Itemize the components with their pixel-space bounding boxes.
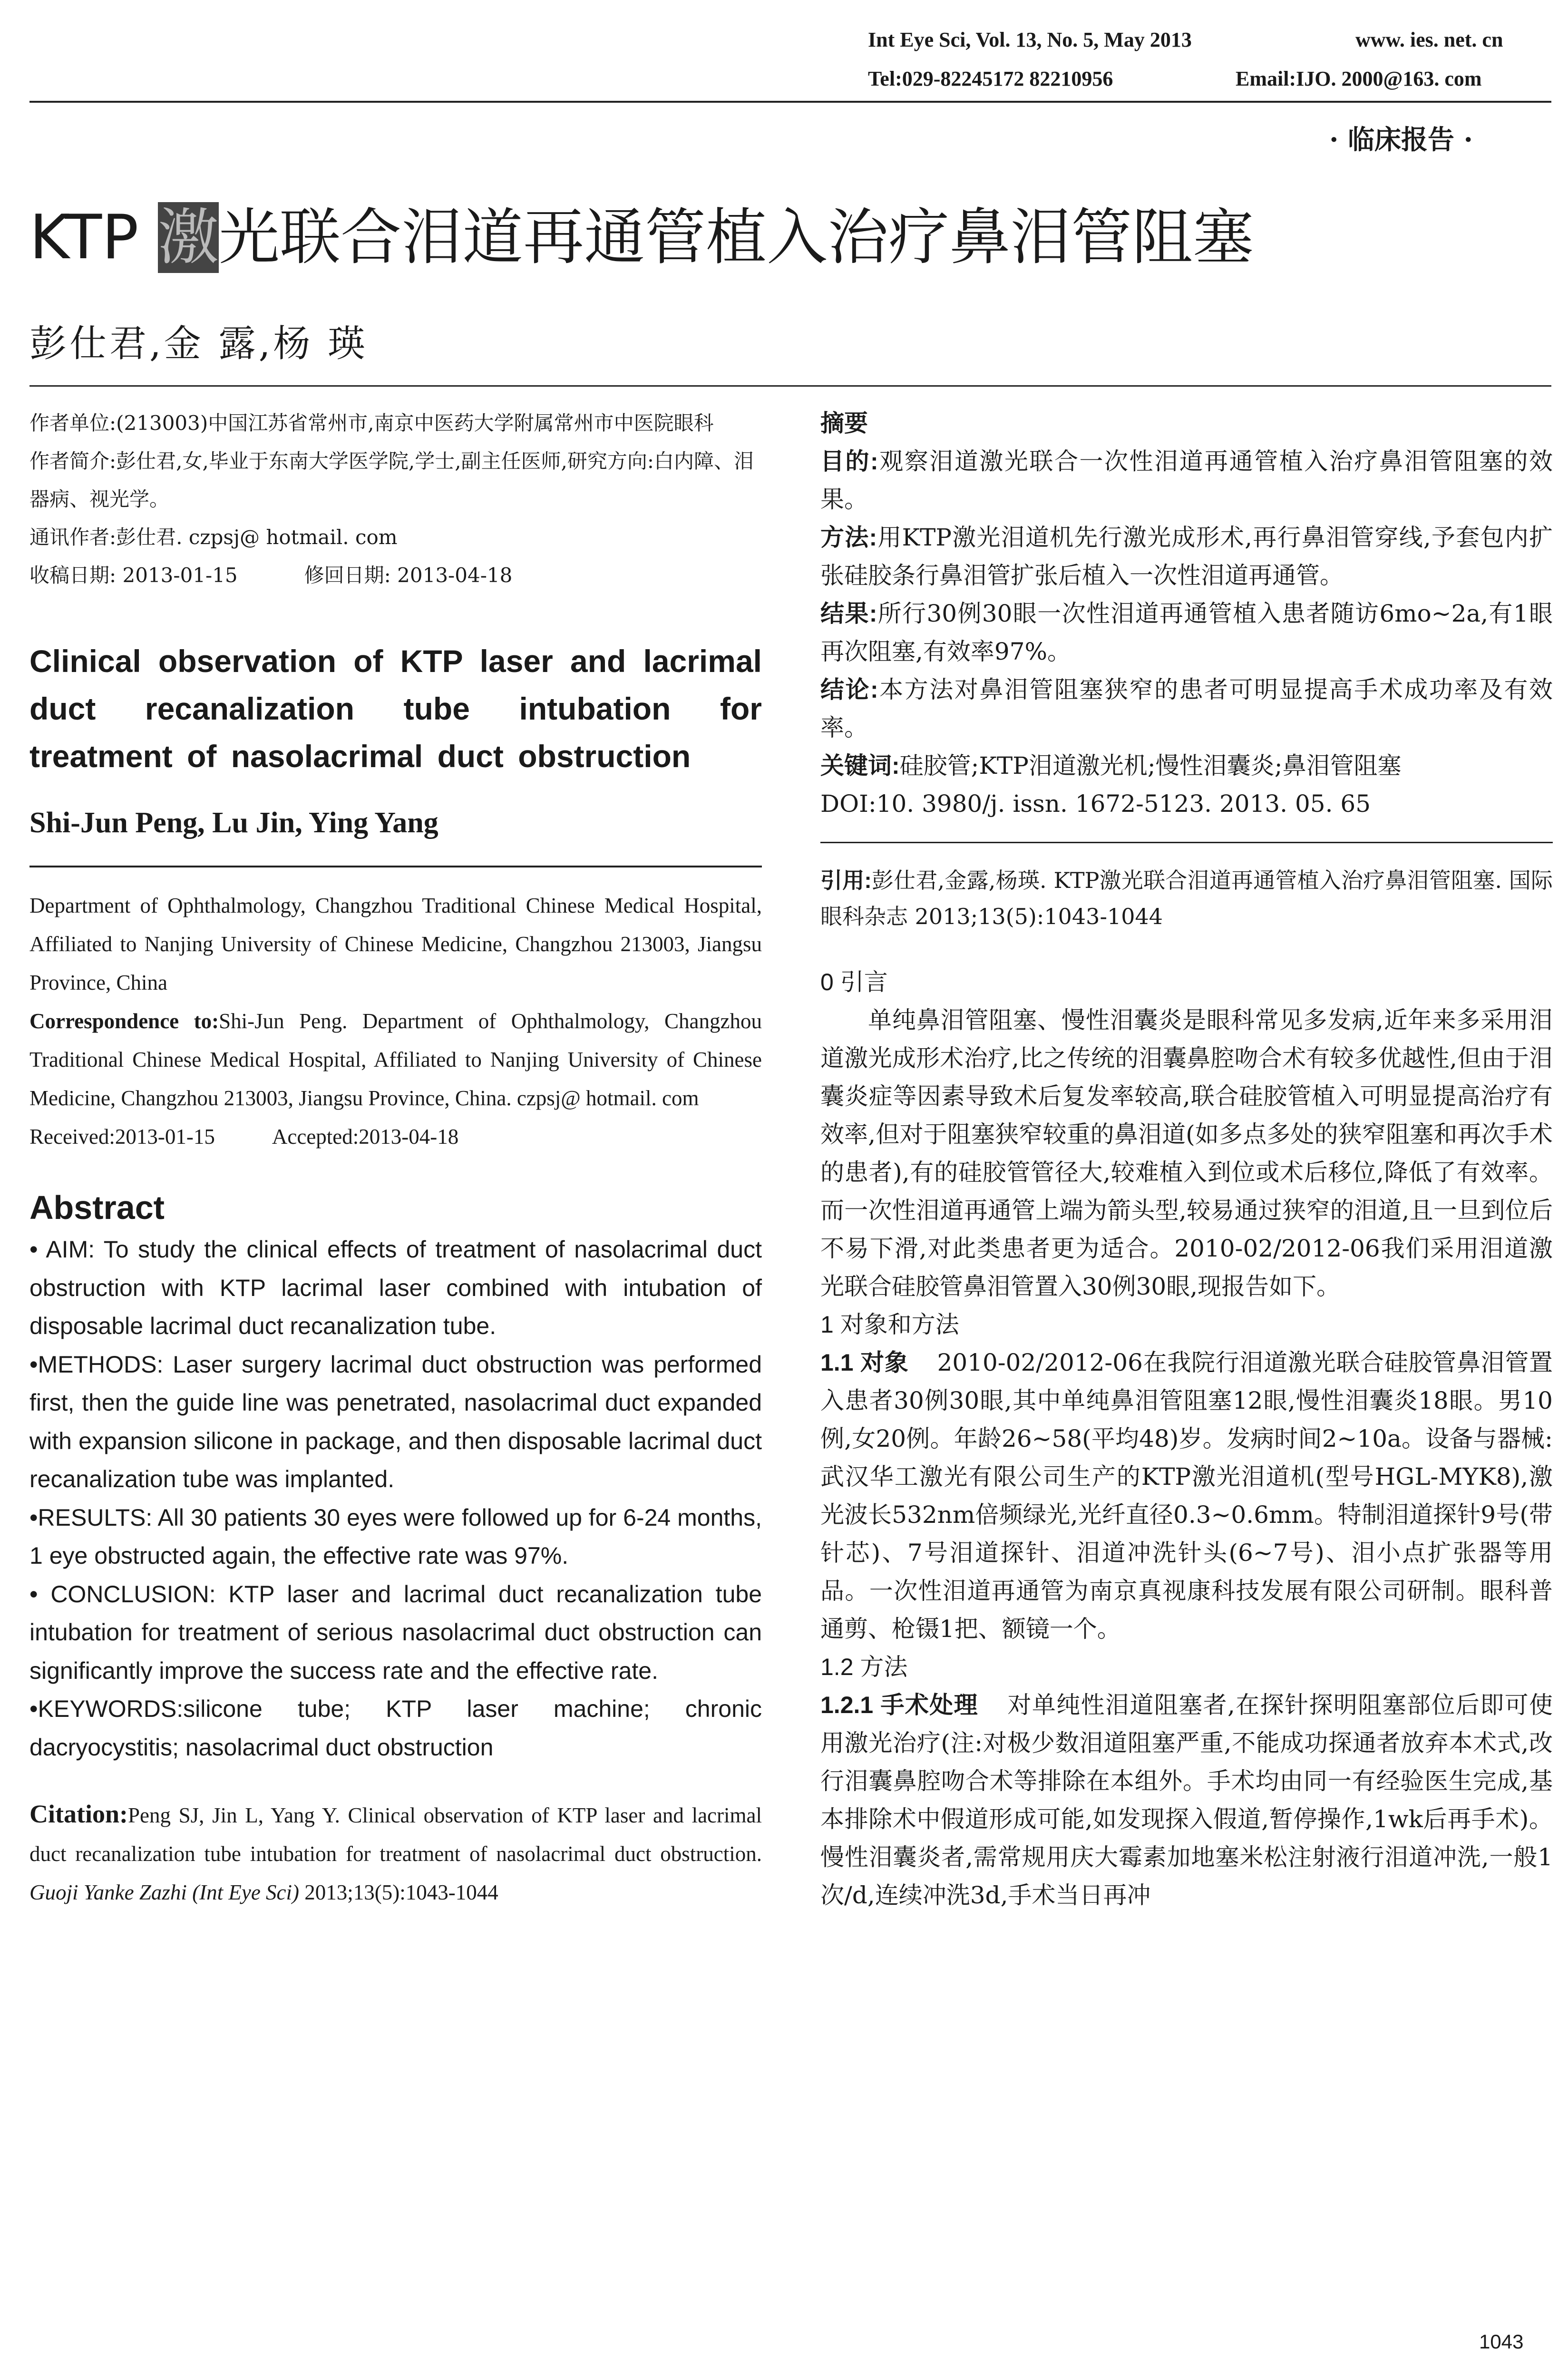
abstract-method-cn bbox=[820, 518, 1553, 594]
cite-text-cn: 彭仕君,金露,杨瑛. KTP激光联合泪道再通管植入治疗鼻泪管阻塞. 国际眼科杂志 2013;13(5):1043-1044 bbox=[820, 867, 1553, 929]
page-number: 1043 bbox=[1479, 2330, 1524, 2353]
journal-info-line2-right: Email:IJO. 2000@163. com bbox=[1236, 67, 1482, 90]
right-column bbox=[820, 404, 1553, 1914]
section-1-1 bbox=[820, 1344, 1553, 1648]
abstract-keywords: •KEYWORDS:silicone tube; KTP laser machine; chronic dacryocystitis; nasolacrimal duct obstruction bbox=[29, 1695, 762, 1761]
title-highlight: 激 bbox=[158, 202, 219, 273]
authors-cn: 彭仕君,金 露,杨 瑛 bbox=[29, 322, 368, 365]
section-1-1-label: 1.1 对象 bbox=[820, 1349, 909, 1376]
citation-tail: 2013;13(5):1043-1044 bbox=[304, 1880, 498, 1904]
keywords-label-cn: 关键词: bbox=[820, 752, 900, 779]
intro-heading: 0 引言 bbox=[820, 969, 888, 995]
conclusion-text-cn: 本方法对鼻泪管阻塞狭窄的患者可明显提高手术成功率及有效率。 bbox=[820, 676, 1553, 741]
accepted-en: Accepted:2013-04-18 bbox=[272, 1125, 459, 1149]
abstract-aim: • AIM: To study the clinical effects of treatment of nasolacrimal duct obstruction with KTP lacrimal laser combined with intubation of disposable lacrimal duct recanalization tube. bbox=[29, 1236, 762, 1339]
left-column bbox=[29, 404, 762, 1912]
abstract-conclusion: • CONCLUSION: KTP laser and lacrimal duct recanalization tube intubation for treatment of serious nasolacrimal duct obstruction can significantly improve the success rate and the effective rate. bbox=[29, 1580, 762, 1684]
abstract-results: •RESULTS: All 30 patients 30 eyes were followed up for 6-24 months, 1 eye obstructed again, the effective rate was 97%. bbox=[29, 1504, 762, 1569]
abstract-conclusion-cn bbox=[820, 671, 1553, 747]
section-1-1-text: 2010-02/2012-06在我院行泪道激光联合硅胶管鼻泪管置入患者30例30眼,其中单纯鼻泪管阻塞12眼,慢性泪囊炎18眼。男10例,女20例。年龄26~58(平均48)岁。发病时间2~10a。设备与器械:武汉华工激光有限公司生产的KTP激光泪道机(型号HGL-MYK8),激光波长532nm倍频绿光,光纤直径0.3~0.6mm。特制泪道探针9号(带针芯)、7号泪道探针、泪道冲洗针头(6~7号)、泪小点扩张器等用品。一次性泪道再通管为南京真视康科技发展有限公司研制。眼科普通剪、枪镊1把、额镜一个。 bbox=[820, 1349, 1553, 1643]
abstract-heading-cn: 摘要 bbox=[820, 409, 868, 437]
authors-en-rule bbox=[29, 866, 762, 867]
received-en: Received:2013-01-15 bbox=[29, 1125, 215, 1149]
abstract-en-body bbox=[29, 1230, 762, 1766]
citation-journal: Guoji Yanke Zazhi (Int Eye Sci) bbox=[29, 1880, 300, 1904]
abstract-keywords-cn bbox=[820, 747, 1553, 785]
section-tag: · 临床报告 · bbox=[1329, 124, 1473, 156]
result-label-cn: 结果: bbox=[820, 600, 877, 627]
method-text-cn: 用KTP激光泪道机先行激光成形术,再行鼻泪管穿线,予套包内扩张硅胶条行鼻泪管扩张后植入一次性泪道再通管。 bbox=[820, 524, 1553, 589]
citation-en bbox=[29, 1795, 762, 1912]
aim-text-cn: 观察泪道激光联合一次性泪道再通管植入治疗鼻泪管阻塞的效果。 bbox=[820, 448, 1553, 513]
authors-en: Shi-Jun Peng, Lu Jin, Ying Yang bbox=[29, 807, 438, 839]
journal-info-line1-right: www. ies. net. cn bbox=[1355, 28, 1503, 51]
correspondence-en bbox=[29, 1002, 762, 1118]
correspondence-label: Correspondence to: bbox=[29, 1009, 219, 1033]
dates-cn bbox=[29, 556, 762, 594]
doi: DOI:10. 3980/j. issn. 1672-5123. 2013. 05. 65 bbox=[820, 790, 1371, 818]
abstract-heading-en: Abstract bbox=[29, 1189, 165, 1226]
correspondence-cn: 通讯作者:彭仕君. czpsj@ hotmail. com bbox=[29, 526, 398, 549]
abstract-aim-cn bbox=[820, 442, 1553, 518]
result-text-cn: 所行30例30眼一次性泪道再通管植入患者随访6mo~2a,有1眼再次阻塞,有效率97%。 bbox=[820, 600, 1553, 665]
section-1-heading: 1 对象和方法 bbox=[820, 1311, 959, 1338]
doi-rule bbox=[820, 842, 1553, 843]
citation-text: Peng SJ, Jin L, Yang Y. Clinical observation of KTP laser and lacrimal duct recanalization tube intubation for treatment of nasolacrimal duct obstruction. bbox=[29, 1803, 762, 1866]
section-1-2-1 bbox=[820, 1686, 1553, 1914]
section-1-2-1-text: 对单纯性泪道阻塞者,在探针探明阻塞部位后即可使用激光治疗(注:对极少数泪道阻塞严重,不能成功探通者放弃本术式,改行泪囊鼻腔吻合术等排除在本组外。手术均由同一有经验医生完成,基本排除术中假道形成可能,如发现探入假道,暂停操作,1wk后再手术)。慢性泪囊炎者,需常规用庆大霉素加地塞米松注射液行泪道冲洗,一般1次/d,连续冲洗3d,手术当日再冲 bbox=[820, 1691, 1553, 1909]
received-cn: 收稿日期: 2013-01-15 bbox=[29, 564, 238, 587]
conclusion-label-cn: 结论: bbox=[820, 676, 878, 703]
section-1-2-heading: 1.2 方法 bbox=[820, 1654, 908, 1680]
article-title-en: Clinical observation of KTP laser and lacrimal duct recanalization tube intubation for treatment of nasolacrimal duct obstruction bbox=[29, 643, 762, 774]
cite-label-cn: 引用: bbox=[820, 868, 872, 893]
title-prefix: KTP bbox=[29, 202, 158, 273]
header-rule bbox=[29, 101, 1551, 103]
method-label-cn: 方法: bbox=[820, 524, 877, 551]
intro-text: 单纯鼻泪管阻塞、慢性泪囊炎是眼科常见多发病,近年来多采用泪道激光成形术治疗,比之传统的泪囊鼻腔吻合术有较多优越性,但由于泪囊炎症等因素导致术后复发率较高,联合硅胶管植入可明显提高治疗有效率,但对于阻塞狭窄较重的鼻泪道(如多点多处的狭窄阻塞和再次手术的患者),有的硅胶管管径大,较难植入到位或术后移位,降低了有效率。而一次性泪道再通管上端为箭头型,较易通过狭窄的泪道,且一旦到位后不易下滑,对此类患者更为适合。2010-02/2012-06我们采用泪道激光联合硅胶管鼻泪管置入30例30眼,现报告如下。 bbox=[820, 1006, 1553, 1300]
article-title-cn bbox=[29, 200, 1254, 276]
title-rest: 光联合泪道再通管植入治疗鼻泪管阻塞 bbox=[219, 202, 1254, 273]
dates-en bbox=[29, 1118, 762, 1156]
journal-info-line1-left: Int Eye Sci, Vol. 13, No. 5, May 2013 bbox=[868, 28, 1192, 51]
citation-cn bbox=[820, 862, 1553, 935]
journal-info-line2-left: Tel:029-82245172 82210956 bbox=[868, 67, 1113, 90]
affiliation-cn: 作者单位:(213003)中国江苏省常州市,南京中医药大学附属常州市中医院眼科 bbox=[29, 411, 714, 435]
keywords-text-cn: 硅胶管;KTP泪道激光机;慢性泪囊炎;鼻泪管阻塞 bbox=[899, 752, 1402, 779]
authors-rule bbox=[29, 385, 1551, 387]
aim-label-cn: 目的: bbox=[820, 448, 878, 475]
abstract-result-cn bbox=[820, 594, 1553, 671]
abstract-methods: •METHODS: Laser surgery lacrimal duct obstruction was performed first, then the guide line was penetrated, nasolacrimal duct expanded with expansion silicone in package, and then disposable lacrimal duct recanalization tube was implanted. bbox=[29, 1351, 762, 1492]
department-en: Department of Ophthalmology, Changzhou Traditional Chinese Medical Hospital, Affiliated to Nanjing University of Chinese Medicine, Changzhou 213003, Jiangsu Province, China bbox=[29, 894, 762, 994]
author-bio-cn: 作者简介:彭仕君,女,毕业于东南大学医学院,学士,副主任医师,研究方向:白内障、泪器病、视光学。 bbox=[29, 449, 754, 511]
citation-label: Citation: bbox=[29, 1800, 128, 1828]
revised-cn: 修回日期: 2013-04-18 bbox=[304, 564, 513, 587]
section-1-2-1-label: 1.2.1 手术处理 bbox=[820, 1692, 979, 1718]
correspondence-text: Shi-Jun Peng. Department of Ophthalmology, Changzhou Traditional Chinese Medical Hospital, Affiliated to Nanjing University of Chinese Medicine, Changzhou 213003, Jiangsu Province, China. czpsj@ hotmail. com bbox=[29, 1009, 762, 1110]
